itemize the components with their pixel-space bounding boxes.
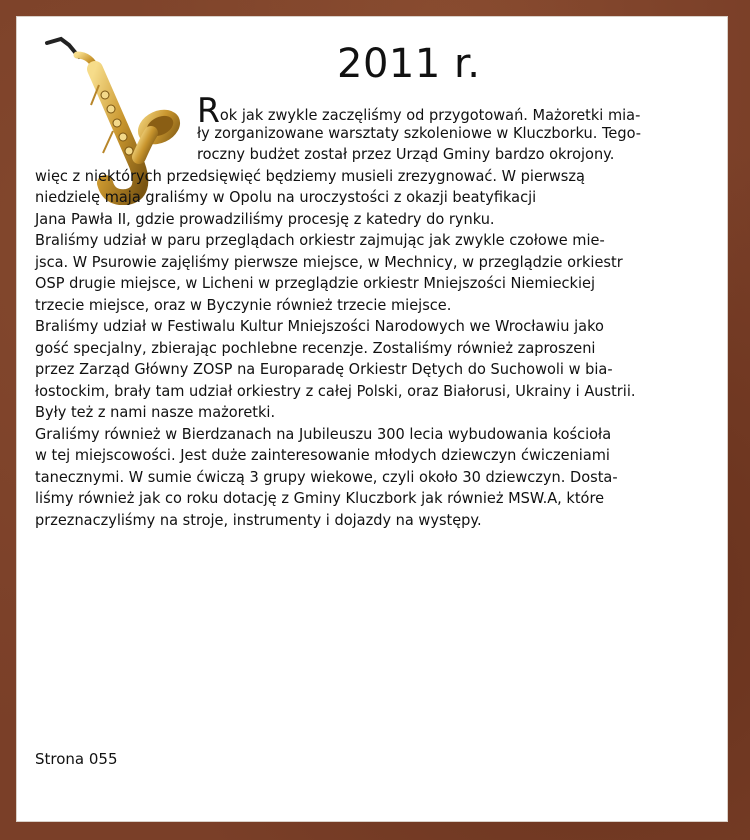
paragraph-line: jsca. W Psurowie zajęliśmy pierwsze miejsce, w Mechnicy, w przeglądzie orkiestr bbox=[35, 252, 623, 271]
paragraph-line: łostockim, brały tam udział orkiestry z całej Polski, oraz Białorusi, Ukrainy i Austrii. bbox=[35, 381, 636, 400]
paragraph-line: niedzielę maja graliśmy w Opolu na uroczystości z okazji beatyfikacji bbox=[35, 188, 537, 206]
paragraph-line: Graliśmy również w Bierdzanach na Jubileuszu 300 lecia wybudowania kościoła bbox=[35, 424, 612, 443]
paragraph-line: Braliśmy udział w Festiwalu Kultur Mniejszości Narodowych we Wrocławiu jako bbox=[35, 317, 604, 335]
paragraph-line: Rok jak zwykle zaczęliśmy od przygotowań. Mażoretki mia- bbox=[196, 91, 641, 131]
paragraph-line: gość specjalny, zbierając pochlebne recenzje. Zostaliśmy również zaproszeni bbox=[35, 338, 596, 357]
paragraph-line: trzecie miejsce, oraz w Byczynie również trzecie miejsce. bbox=[35, 295, 452, 314]
paragraph-line: roczny budżet został przez Urząd Gminy bardzo okrojony. bbox=[196, 145, 615, 163]
paragraph-line: ły zorganizowane warsztaty szkoleniowe w Kluczborku. Tego- bbox=[196, 123, 642, 142]
paragraph-line: tanecznymi. W sumie ćwiczą 3 grupy wiekowe, czyli około 30 dziewczyn. Dosta- bbox=[35, 467, 618, 486]
paragraph-line: Były też z nami nasze mażoretki. bbox=[35, 403, 276, 421]
paragraph-line: więc z niektórych przedsięwięć będziemy musieli zrezygnować. W pierwszą bbox=[35, 166, 585, 185]
paragraph-line: przez Zarząd Główny ZOSP na Europaradę Orkiestr Dętych do Suchowoli w bia- bbox=[35, 360, 613, 378]
paragraph-line: przeznaczyliśmy na stroje, instrumenty i dojazdy na występy. bbox=[35, 510, 482, 529]
paragraph-line: w tej miejscowości. Jest duże zainteresowanie młodych dziewczyn ćwiczeniami bbox=[35, 446, 610, 464]
paragraph-line: Jana Pawła II, gdzie prowadziliśmy procesję z katedry do rynku. bbox=[35, 209, 495, 228]
paragraph-line: Braliśmy udział w paru przeglądach orkiestr zajmując jak zwykle czołowe mie- bbox=[35, 231, 605, 249]
paragraph-line: liśmy również jak co roku dotację z Gminy Kluczbork jak również MSW.A, które bbox=[35, 489, 605, 507]
page-number: Strona 055 bbox=[35, 750, 118, 768]
drop-cap: R bbox=[196, 91, 220, 131]
paragraph-line: OSP drugie miejsce, w Licheni w przeglądzie orkiestr Mniejszości Niemieckiej bbox=[35, 274, 596, 292]
document-page bbox=[16, 16, 728, 822]
page-title: 2011 r. bbox=[337, 41, 481, 87]
article-body bbox=[35, 91, 714, 531]
